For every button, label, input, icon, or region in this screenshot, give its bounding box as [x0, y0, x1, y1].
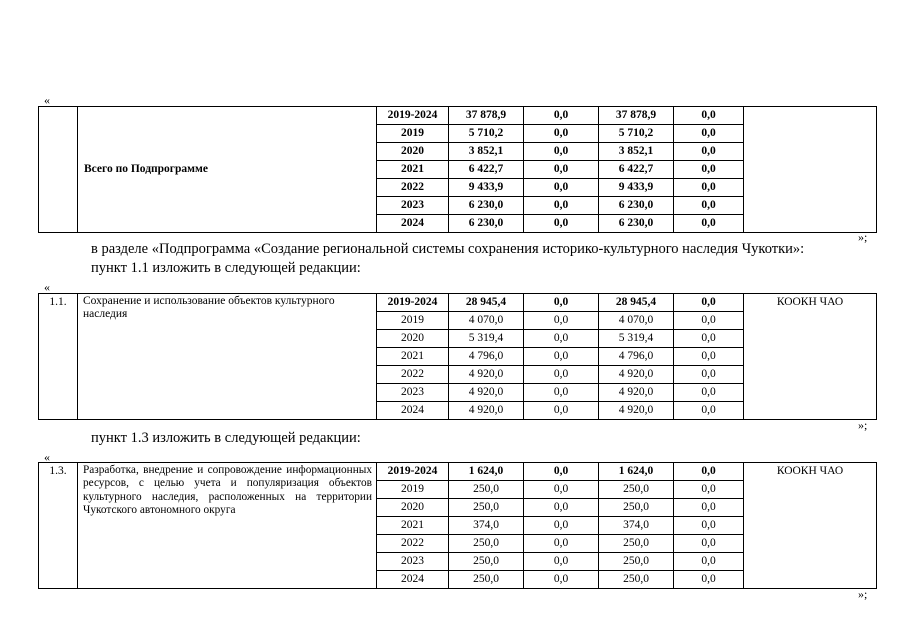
regional-cell: 6 230,0: [599, 215, 674, 233]
regional-cell: 3 852,1: [599, 143, 674, 161]
other-cell: 0,0: [674, 107, 744, 125]
section-intro-paragraph: в разделе «Подпрограмма «Создание региональной системы сохранения историко-культурного наследия Чукотки»:: [91, 241, 805, 257]
executor-cell: КООКН ЧАО: [744, 294, 877, 420]
close-quote-3: »;: [858, 587, 868, 601]
year-cell: 2022: [377, 535, 449, 553]
federal-cell: 0,0: [524, 179, 599, 197]
regional-cell: 37 878,9: [599, 107, 674, 125]
total-cell: 5 710,2: [449, 125, 524, 143]
other-cell: 0,0: [674, 535, 744, 553]
regional-cell: 250,0: [599, 499, 674, 517]
open-quote-2: «: [44, 280, 50, 294]
regional-cell: 4 920,0: [599, 366, 674, 384]
total-cell: 3 852,1: [449, 143, 524, 161]
total-cell: 250,0: [449, 553, 524, 571]
regional-cell: 250,0: [599, 571, 674, 589]
regional-cell: 1 624,0: [599, 463, 674, 481]
year-cell: 2024: [377, 402, 449, 420]
year-cell: 2019: [377, 125, 449, 143]
year-cell: 2020: [377, 143, 449, 161]
other-cell: 0,0: [674, 348, 744, 366]
total-cell: 250,0: [449, 535, 524, 553]
regional-cell: 4 796,0: [599, 348, 674, 366]
table-point-1-3: [38, 462, 877, 589]
year-cell: 2019: [377, 481, 449, 499]
other-cell: 0,0: [674, 143, 744, 161]
year-cell: 2023: [377, 553, 449, 571]
other-cell: 0,0: [674, 312, 744, 330]
federal-cell: 0,0: [524, 330, 599, 348]
federal-cell: 0,0: [524, 481, 599, 499]
regional-cell: 28 945,4: [599, 294, 674, 312]
year-cell: 2019-2024: [377, 463, 449, 481]
year-cell: 2019-2024: [377, 107, 449, 125]
regional-cell: 6 230,0: [599, 197, 674, 215]
federal-cell: 0,0: [524, 312, 599, 330]
federal-cell: 0,0: [524, 125, 599, 143]
other-cell: 0,0: [674, 384, 744, 402]
regional-cell: 250,0: [599, 553, 674, 571]
regional-cell: 4 920,0: [599, 384, 674, 402]
federal-cell: 0,0: [524, 294, 599, 312]
federal-cell: 0,0: [524, 463, 599, 481]
regional-cell: 9 433,9: [599, 179, 674, 197]
other-cell: 0,0: [674, 499, 744, 517]
year-cell: 2022: [377, 366, 449, 384]
year-cell: 2024: [377, 571, 449, 589]
regional-cell: 6 422,7: [599, 161, 674, 179]
federal-cell: 0,0: [524, 197, 599, 215]
regional-cell: 250,0: [599, 535, 674, 553]
table-row: [39, 294, 877, 312]
federal-cell: 0,0: [524, 535, 599, 553]
year-cell: 2021: [377, 348, 449, 366]
other-cell: 0,0: [674, 197, 744, 215]
other-cell: 0,0: [674, 161, 744, 179]
table-point-1-1: [38, 293, 877, 420]
other-cell: 0,0: [674, 463, 744, 481]
total-cell: 250,0: [449, 571, 524, 589]
regional-cell: 250,0: [599, 481, 674, 499]
other-cell: 0,0: [674, 481, 744, 499]
total-cell: 37 878,9: [449, 107, 524, 125]
federal-cell: 0,0: [524, 553, 599, 571]
num-cell: [39, 107, 78, 233]
federal-cell: 0,0: [524, 107, 599, 125]
total-cell: 4 796,0: [449, 348, 524, 366]
table-row: [39, 463, 877, 481]
year-cell: 2022: [377, 179, 449, 197]
year-cell: 2019-2024: [377, 294, 449, 312]
table-row: [39, 107, 877, 125]
other-cell: 0,0: [674, 517, 744, 535]
total-cell: 4 920,0: [449, 402, 524, 420]
executor-cell: КООКН ЧАО: [744, 463, 877, 589]
point-description: Разработка, внедрение и сопровождение информационных ресурсов, с целью учета и популяризация объектов культурного наследия, расположенных на территории Чукотского автономного округа: [78, 463, 377, 589]
year-cell: 2023: [377, 197, 449, 215]
point-1-3-heading: пункт 1.3 изложить в следующей редакции:: [91, 430, 361, 446]
open-quote-3: «: [44, 450, 50, 464]
year-cell: 2021: [377, 517, 449, 535]
year-cell: 2020: [377, 330, 449, 348]
other-cell: 0,0: [674, 553, 744, 571]
federal-cell: 0,0: [524, 348, 599, 366]
point-1-1-heading: пункт 1.1 изложить в следующей редакции:: [91, 260, 361, 276]
total-cell: 374,0: [449, 517, 524, 535]
federal-cell: 0,0: [524, 517, 599, 535]
table-subprogram-total: [38, 106, 877, 233]
regional-cell: 374,0: [599, 517, 674, 535]
federal-cell: 0,0: [524, 215, 599, 233]
other-cell: 0,0: [674, 571, 744, 589]
other-cell: 0,0: [674, 330, 744, 348]
regional-cell: 5 319,4: [599, 330, 674, 348]
year-cell: 2024: [377, 215, 449, 233]
federal-cell: 0,0: [524, 143, 599, 161]
total-cell: 6 422,7: [449, 161, 524, 179]
federal-cell: 0,0: [524, 402, 599, 420]
total-cell: 4 920,0: [449, 384, 524, 402]
federal-cell: 0,0: [524, 366, 599, 384]
other-cell: 0,0: [674, 402, 744, 420]
total-cell: 4 920,0: [449, 366, 524, 384]
open-quote-1: «: [44, 93, 50, 107]
point-number: 1.1.: [39, 294, 78, 420]
federal-cell: 0,0: [524, 161, 599, 179]
total-cell: 1 624,0: [449, 463, 524, 481]
other-cell: 0,0: [674, 366, 744, 384]
regional-cell: 5 710,2: [599, 125, 674, 143]
other-cell: 0,0: [674, 125, 744, 143]
close-quote-2: »;: [858, 418, 868, 432]
year-cell: 2023: [377, 384, 449, 402]
regional-cell: 4 070,0: [599, 312, 674, 330]
federal-cell: 0,0: [524, 571, 599, 589]
year-cell: 2021: [377, 161, 449, 179]
total-cell: 4 070,0: [449, 312, 524, 330]
point-number: 1.3.: [39, 463, 78, 589]
executor-cell: [744, 107, 877, 233]
subprogram-total-label: Всего по Подпрограмме: [78, 107, 377, 233]
point-description: Сохранение и использование объектов культурного наследия: [78, 294, 377, 420]
total-cell: 28 945,4: [449, 294, 524, 312]
close-quote-1: »;: [858, 230, 868, 244]
federal-cell: 0,0: [524, 384, 599, 402]
total-cell: 5 319,4: [449, 330, 524, 348]
federal-cell: 0,0: [524, 499, 599, 517]
total-cell: 9 433,9: [449, 179, 524, 197]
total-cell: 6 230,0: [449, 215, 524, 233]
other-cell: 0,0: [674, 294, 744, 312]
total-cell: 6 230,0: [449, 197, 524, 215]
other-cell: 0,0: [674, 179, 744, 197]
total-cell: 250,0: [449, 481, 524, 499]
regional-cell: 4 920,0: [599, 402, 674, 420]
year-cell: 2020: [377, 499, 449, 517]
total-cell: 250,0: [449, 499, 524, 517]
year-cell: 2019: [377, 312, 449, 330]
other-cell: 0,0: [674, 215, 744, 233]
